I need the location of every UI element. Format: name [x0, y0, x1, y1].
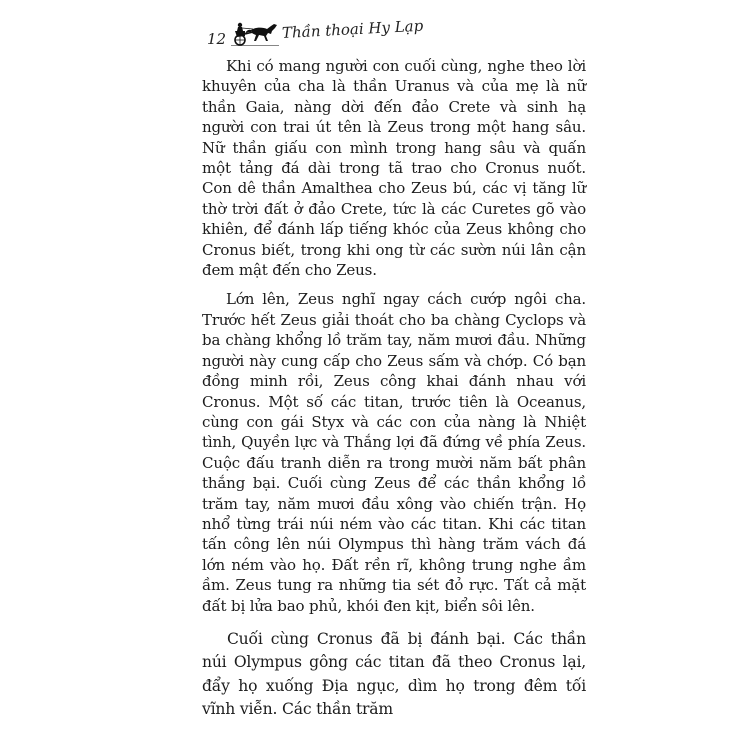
- paragraph: Khi có mang người con cuối cùng, nghe theo lời khuyên của cha là thần Uranus và của mẹ là nữ thần Gaia, nàng dời đến đảo Crete và sinh hạ người con trai út tên là Zeus trong một hang sâu. Nữ thần giấu con mình trong hang sâu và quấn một tảng đá dài trong tã trao cho Cronus nuốt. Con dê thần Amalthea cho Zeus bú, các vị tăng lữ thờ trời đất ở đảo Crete, tức là các Curetes gõ vào khiên, để đánh lấp tiếng khóc của Zeus không cho Cronus biết, trong khi ong từ các sườn núi lân cận đem mật đến cho Zeus.: [202, 57, 586, 280]
- horse-chariot-icon: [231, 18, 281, 52]
- page-header: [205, 18, 585, 58]
- paragraph: Cuối cùng Cronus đã bị đánh bại. Các thần núi Olympus gông các titan đã theo Cronus lại, đẩy họ xuống Địa ngục, dìm họ trong đêm tối vĩnh viễn. Các thần trăm: [202, 629, 586, 719]
- running-title: Thần thoại Hy Lạp: [281, 16, 424, 42]
- paragraph: Lớn lên, Zeus nghĩ ngay cách cướp ngôi cha. Trước hết Zeus giải thoát cho ba chàng Cyclops và ba chàng khổng lồ trăm tay, năm mươi đầu. Những người này cung cấp cho Zeus sấm và chớp. Có bạn đồng minh rồi, Zeus công khai đánh nhau với Cronus. Một số các titan, trước tiên là Oceanus, cùng con gái Styx và các con của nàng là Nhiệt tình, Quyền lực và Thắng lợi đã đứng về phía Zeus. Cuộc đấu tranh diễn ra trong mười năm bất phân thắng bại. Cuối cùng Zeus để các thần khổng lồ trăm tay, năm mươi đầu xông vào chiến trận. Họ nhổ từng trái núi ném vào các titan. Khi các titan tấn công lên núi Olympus thì hàng trăm vách đá lớn ném vào họ. Đất rền rĩ, không trung nghe ầm ầm. Zeus tung ra những tia sét đỏ rực. Tất cả mặt đất bị lửa bao phủ, khói đen kịt, biển sôi lên.: [202, 290, 586, 615]
- page-number: 12: [207, 30, 227, 48]
- page-body: [202, 56, 586, 722]
